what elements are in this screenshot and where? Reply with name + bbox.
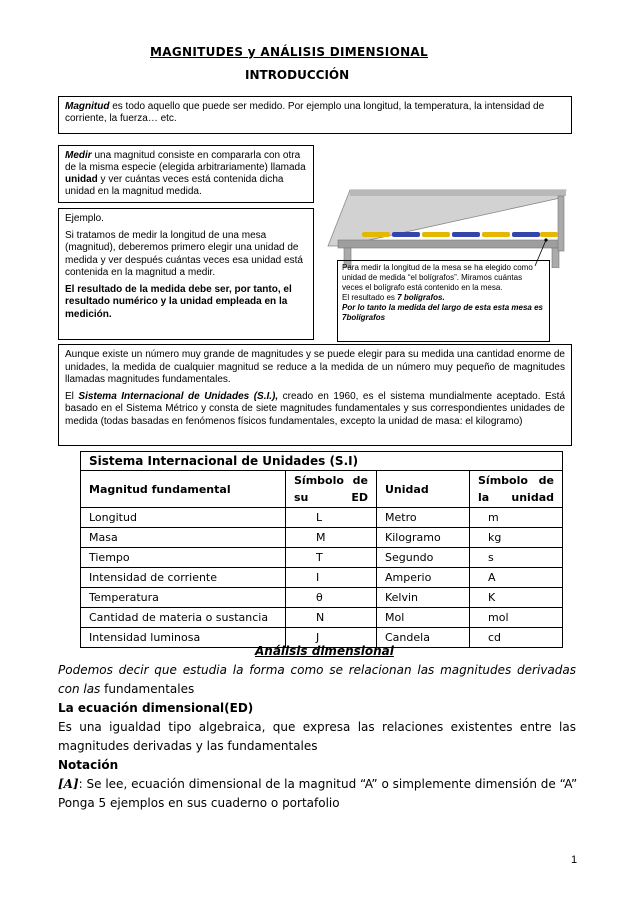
unidad-term: unidad [65,174,98,185]
header-simbolo-unidad: Símbolo de la unidad [470,471,563,508]
page-number: 1 [571,854,578,866]
analisis-intro-tail: fundamentales [100,682,195,696]
ed-text: Es una igualdad tipo algebraica, que expresa las relaciones existentes entre las magnitudes derivadas y las fundamentales [58,720,576,753]
si-term: Sistema Internacional de Unidades (S.I.), [78,390,279,402]
si-units-table [80,451,563,648]
table-row [81,508,563,528]
magnitud-definition-box [58,96,572,134]
cell-magnitud: Temperatura [81,588,286,608]
cell-magnitud: Intensidad de corriente [81,568,286,588]
magnitud-text: es todo aquello que puede ser medido. Por ejemplo una longitud, la temperatura, la intensidad de corriente, la fuerza… etc. [65,101,545,124]
analisis-intro [58,661,576,699]
callout-text: Para medir la longitud de la mesa se ha elegido como unidad de medida “el bolígrafos”. Miramos cuántas veces el bolígrafo está contenido en la mesa. [342,263,533,292]
notation-heading: Notación [58,758,119,772]
notation-line [58,775,576,794]
cell-simbolo-unidad: cd [470,628,563,648]
cell-simbolo-unidad: mol [470,608,563,628]
cell-simbolo-unidad: m [470,508,563,528]
si-intro-paragraph-1: Aunque existe un número muy grande de magnitudes y se puede elegir para su medida una cantidad enorme de unidades, la medida de cualquier magnitud se reduce a la medida de un número muy pequeño de magnitudes llamadas magnitudes fundamentales. [65,349,565,385]
cell-simbolo: T [286,548,377,568]
header-simbolo-ed: Símbolo de su ED [286,471,377,508]
cell-magnitud: Intensidad luminosa [81,628,286,648]
analisis-heading: Análisis dimensional [255,644,394,658]
si-p2-rest: creado en 1960, es el sistema mundialmente aceptado. Está basado en el Sistema Métrico y consta de siete magnitudes fundamentales y sus correspondientes unidades de medida (todas basadas en fenómenos físicos fundamentales, excepto la unidad de masa: el kilogramo) [65,390,565,427]
si-p2-prefix: El [65,390,79,402]
cell-unidad: Kelvin [377,588,470,608]
cell-unidad: Kilogramo [377,528,470,548]
ejemplo-bold-paragraph: El resultado de la medida debe ser, por tanto, el resultado numérico y la unidad empleada en la medición. [65,283,292,320]
cell-simbolo-unidad: s [470,548,563,568]
document-title: MAGNITUDES y ANÁLISIS DIMENSIONAL [150,45,428,59]
ejemplo-heading: Ejemplo. [65,213,104,224]
ed-heading: La ecuación dimensional(ED) [58,701,254,715]
table-with-pens-illustration [320,138,570,268]
cell-unidad: Amperio [377,568,470,588]
callout-result-value: 7 bolígrafos. [397,293,445,302]
callout-result-prefix: El resultado es [342,293,398,302]
table-row [81,588,563,608]
task-line: Ponga 5 ejemplos en sus cuaderno o portafolio [58,796,340,810]
header-unidad: Unidad [377,471,470,508]
cell-magnitud: Longitud [81,508,286,528]
analisis-intro-italic: Podemos decir que estudia la forma como se relacionan las magnitudes derivadas con las [58,663,576,696]
medir-text-1: una magnitud consiste en compararla con otra de la misma especie (elegida arbitrariamente) llamada [65,150,306,173]
table-caption: Sistema Internacional de Unidades (S.I) [81,452,563,471]
callout-box [337,260,550,342]
medir-definition-box [58,145,314,203]
cell-simbolo-unidad: kg [470,528,563,548]
cell-simbolo: θ [286,588,377,608]
table-row [81,528,563,548]
si-intro-box [58,344,572,446]
cell-magnitud: Masa [81,528,286,548]
table-row [81,548,563,568]
cell-magnitud: Cantidad de materia o sustancia [81,608,286,628]
callout-conclusion: Por lo tanto la medida del largo de esta esta mesa es 7bolígrafos [342,303,543,322]
cell-magnitud: Tiempo [81,548,286,568]
notation-text: : Se lee, ecuación dimensional de la magnitud “A” o simplemente dimensión de “A” [78,777,578,791]
table-row [81,568,563,588]
header-magnitud: Magnitud fundamental [81,471,286,508]
cell-unidad: Mol [377,608,470,628]
cell-simbolo-unidad: A [470,568,563,588]
cell-simbolo: J [286,628,377,648]
ejemplo-paragraph: Si tratamos de medir la longitud de una mesa (magnitud), deberemos primero elegir una unidad de medida y ver después cuántas veces esa unidad está contenida en la magnitud a medir. [65,229,303,278]
cell-unidad: Metro [377,508,470,528]
ejemplo-box [58,208,314,340]
cell-simbolo: L [286,508,377,528]
magnitud-term: Magnitud [65,101,110,112]
notation-symbol: [A] [58,777,79,791]
cell-simbolo: I [286,568,377,588]
cell-unidad: Candela [377,628,470,648]
cell-simbolo: M [286,528,377,548]
medir-text-2: y ver cuántas veces está contenida dicha unidad en la magnitud medida. [65,174,284,197]
cell-simbolo: N [286,608,377,628]
section-title-introduccion: INTRODUCCIÓN [245,68,350,82]
medir-term: Medir [65,150,92,161]
cell-unidad: Segundo [377,548,470,568]
cell-simbolo-unidad: K [470,588,563,608]
table-row [81,608,563,628]
